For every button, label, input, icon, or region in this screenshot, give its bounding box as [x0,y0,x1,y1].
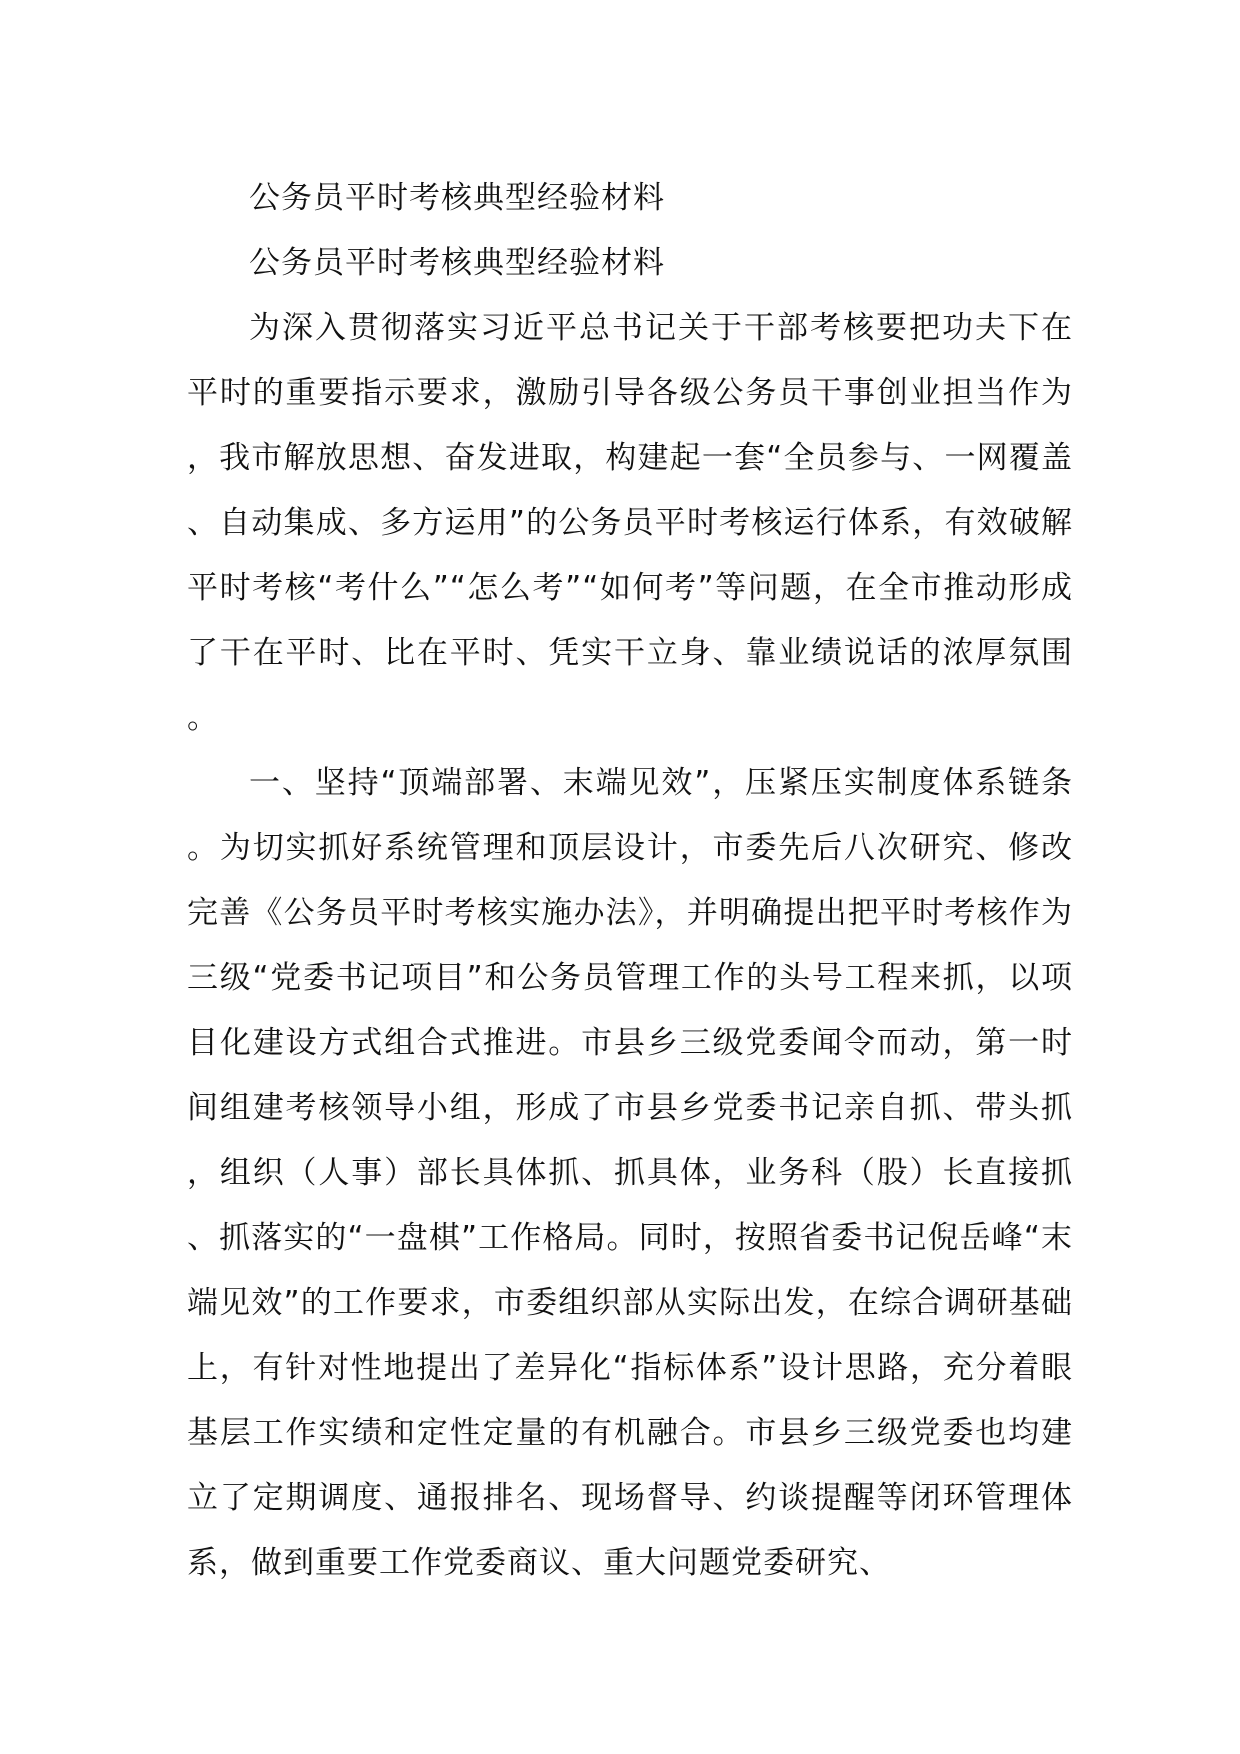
document-subtitle: 公务员平时考核典型经验材料 [249,245,665,281]
document-title: 公务员平时考核典型经验材料 [249,180,665,216]
paragraph-intro: 为深入贯彻落实习近平总书记关于干部考核要把功夫下在平时的重要指示要求，激励引导各级公务员干事创业担当作为，我市解放思想、奋发进取，构建起一套“全员参与、一网覆盖、自动集成、多方运用”的公务员平时考核运行体系，有效破解平时考核“考什么”“怎么考”“如何考”等问题，在全市推动形成了干在平时、比在平时、凭实干立身、靠业绩说话的浓厚氛围。 [187,310,1073,736]
document-body [187,166,1073,1596]
paragraph-section-one: 一、坚持“顶端部署、末端见效”，压紧压实制度体系链条。为切实抓好系统管理和顶层设计，市委先后八次研究、修改完善《公务员平时考核实施办法》，并明确提出把平时考核作为三级“党委书记项目”和公务员管理工作的头号工程来抓，以项目化建设方式组合式推进。市县乡三级党委闻令而动，第一时间组建考核领导小组，形成了市县乡党委书记亲自抓、带头抓，组织（人事）部长具体抓、抓具体，业务科（股）长直接抓、抓落实的“一盘棋”工作格局。同时，按照省委书记倪岳峰“末端见效”的工作要求，市委组织部从实际出发，在综合调研基础上，有针对性地提出了差异化“指标体系”设计思路，充分着眼基层工作实绩和定性定量的有机融合。市县乡三级党委也均建立了定期调度、通报排名、现场督导、约谈提醒等闭环管理体系，做到重要工作党委商议、重大问题党委研究、 [187,765,1073,1581]
